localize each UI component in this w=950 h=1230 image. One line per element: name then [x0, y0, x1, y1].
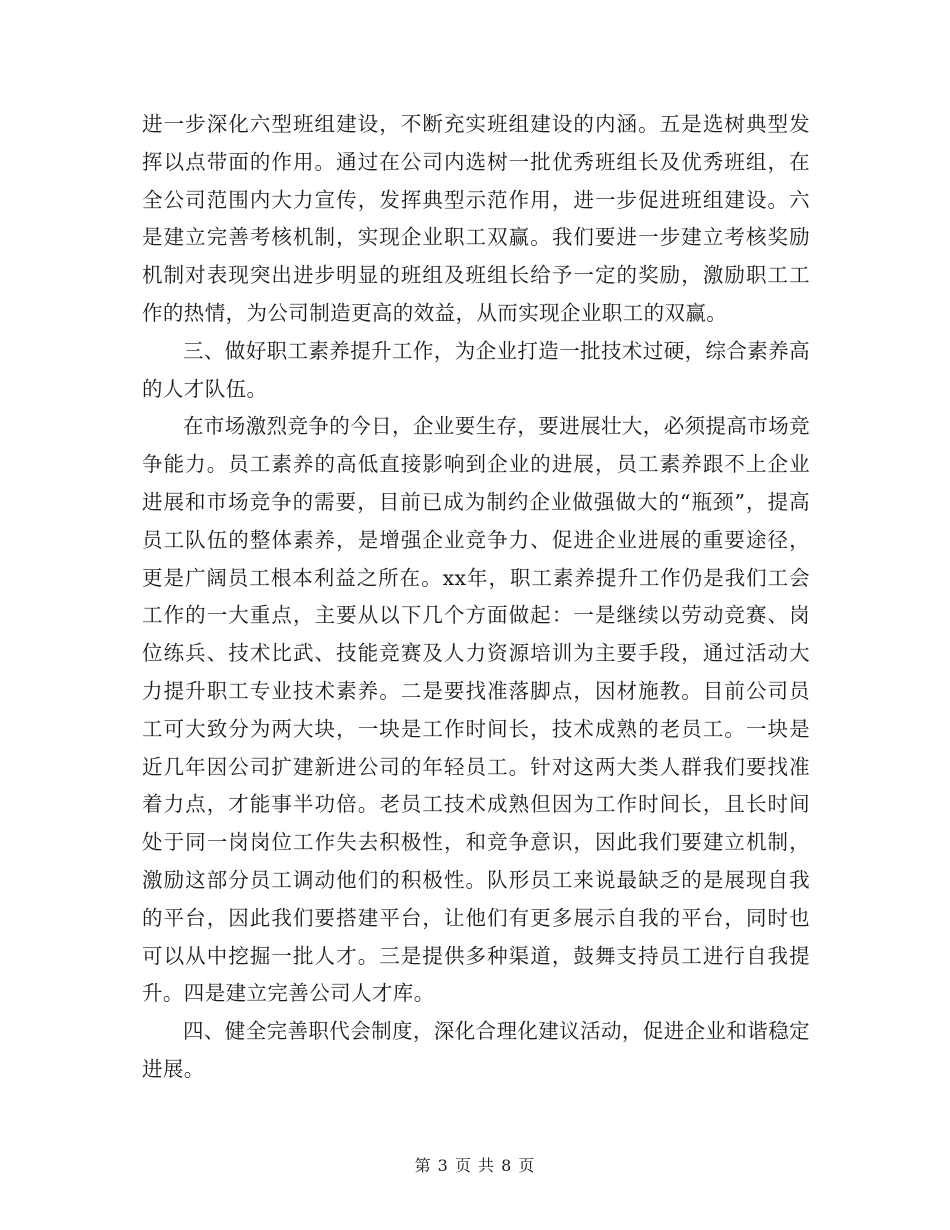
paragraph-body: 在市场激烈竞争的今日，企业要生存，要进展壮大，必须提高市场竞争能力。员工素养的高低直接影响到企业的进展，员工素养跟不上企业进展和市场竞争的需要，目前已成为制约企业做强做大的“瓶颈”，提高员工队伍的整体素养，是增强企业竞争力、促进企业进展的重要途径，更是广阔员工根本利益之所在。xx年，职工素养提升工作仍是我们工会工作的一大重点，主要从以下几个方面做起：一是继续以劳动竞赛、岗位练兵、技术比武、技能竞赛及人力资源培训为主要手段，通过活动大力提升职工专业技术素养。二是要找准落脚点，因材施教。目前公司员工可大致分为两大块，一块是工作时间长，技术成熟的老员工。一块是近几年因公司扩建新进公司的年轻员工。针对这两大类人群我们要找准着力点，才能事半功倍。老员工技术成熟但因为工作时间长，且长时间处于同一岗岗位工作失去积极性，和竞争意识，因此我们要建立机制，激励这部分员工调动他们的积极性。队形员工来说最缺乏的是展现自我的平台，因此我们要搭建平台，让他们有更多展示自我的平台，同时也可以从中挖掘一批人才。三是提供多种渠道，鼓舞支持员工进行自我提升。四是建立完善公司人才库。	[142, 414, 810, 1006]
document-body	[142, 106, 810, 1089]
section-heading-three: 三、做好职工素养提升工作，为企业打造一批技术过硬，综合素养高的人才队伍。	[142, 338, 810, 401]
page-footer: 第 3 页 共 8 页	[414, 1156, 536, 1175]
paragraph-continuation: 进一步深化六型班组建设，不断充实班组建设的内涵。五是选树典型发挥以点带面的作用。通过在公司内选树一批优秀班组长及优秀班组，在全公司范围内大力宣传，发挥典型示范作用，进一步促进班组建设。六是建立完善考核机制，实现企业职工双赢。我们要进一步建立考核奖励机制对表现突出进步明显的班组及班组长给予一定的奖励，激励职工工作的热情，为公司制造更高的效益，从而实现企业职工的双赢。	[142, 112, 810, 325]
section-heading-four: 四、健全完善职代会制度，深化合理化建议活动，促进企业和谐稳定进展。	[142, 1019, 810, 1081]
